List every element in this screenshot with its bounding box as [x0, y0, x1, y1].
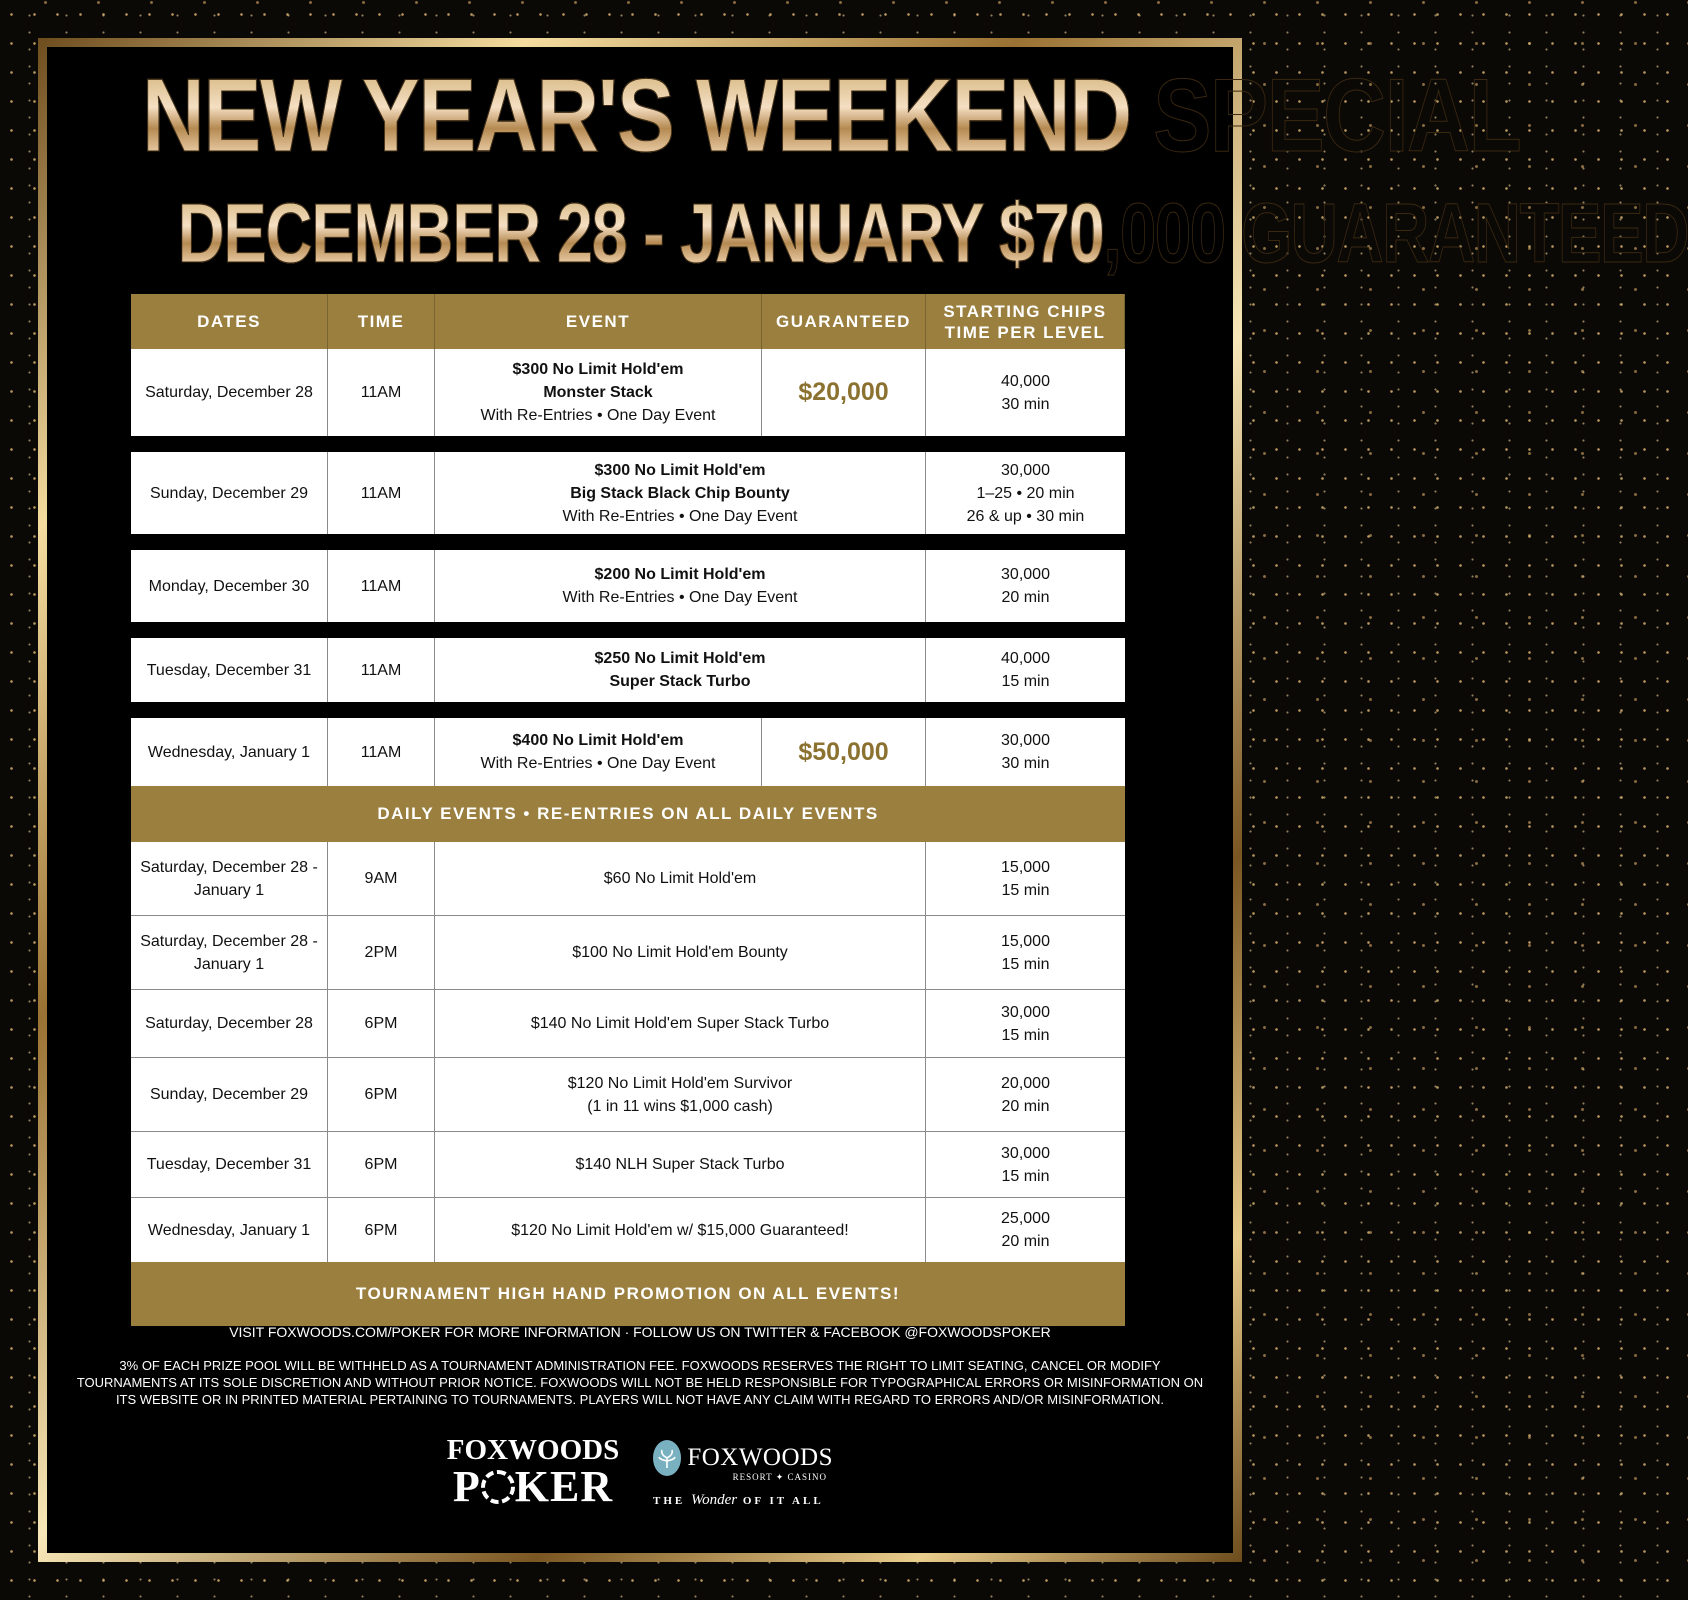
row-date: Saturday, December 28 — [131, 349, 328, 436]
tagline-rest: OF IT ALL — [742, 1495, 824, 1507]
date-line2: January 1 — [193, 881, 265, 899]
event-line1: $120 No Limit Hold'em Survivor — [567, 1074, 793, 1092]
tagline-wonder: Wonder — [690, 1492, 738, 1508]
gold-frame — [38, 38, 1688, 1562]
table-row — [131, 1197, 1125, 1262]
row-time: 11AM — [328, 550, 435, 622]
schedule-table — [131, 294, 1125, 1326]
row-guaranteed — [762, 349, 926, 436]
row-chips — [926, 990, 1125, 1057]
table-row — [131, 550, 1125, 622]
row-date: Sunday, December 29 — [131, 452, 328, 534]
row-event — [435, 349, 762, 436]
resort-subtitle: RESORT ✦ CASINO — [732, 1472, 827, 1482]
row-chips — [926, 1132, 1125, 1197]
daily-events — [131, 842, 1125, 1262]
row-date — [131, 842, 328, 915]
row-time: 6PM — [328, 1198, 435, 1262]
row-chips — [926, 1198, 1125, 1262]
row-event — [435, 638, 926, 702]
header-chips-line1: STARTING CHIPS — [943, 301, 1107, 321]
starting-chips: 25,000 — [1001, 1210, 1050, 1227]
row-time: 11AM — [328, 718, 435, 786]
resort-name: FOXWOODS — [687, 1444, 833, 1471]
legal-disclaimer: 3% OF EACH PRIZE POOL WILL BE WITHHELD AS A TOURNAMENT ADMINISTRATION FEE. FOXWOODS RESERVES THE RIGHT TO LIMIT SEATING, CANCEL OR MODIFY TOURNAMENTS AT ITS SOLE DISCRETION AND WITHOUT PRIOR NOTICE. FOXWOODS WILL NOT BE HELD RESPONSIBLE FOR TYPOGRAPHICAL ERRORS OR MISINFORMATION ON ITS WEBSITE OR IN PRINTED MATERIAL PERTAINING TO TOURNAMENTS. PLAYERS WILL NOT HAVE ANY CLAIM WITH REGARD TO ERRORS AND/OR MISINFORMATION. — [76, 1358, 1204, 1407]
table-row — [131, 1057, 1125, 1131]
table-row — [131, 638, 1125, 702]
row-event: $140 NLH Super Stack Turbo — [435, 1132, 926, 1197]
row-time: 11AM — [328, 638, 435, 702]
promo-banner: TOURNAMENT HIGH HAND PROMOTION ON ALL EVENTS! — [131, 1262, 1125, 1326]
row-time: 6PM — [328, 990, 435, 1057]
table-row — [131, 842, 1125, 915]
table-row — [131, 452, 1125, 534]
event-note: With Re-Entries • One Day Event — [562, 507, 798, 525]
time-per-level: 15 min — [1001, 1167, 1050, 1185]
time-per-level: 20 min — [1001, 589, 1050, 606]
row-date: Sunday, December 29 — [131, 1058, 328, 1131]
row-event: $100 No Limit Hold'em Bounty — [435, 916, 926, 989]
starting-chips: 15,000 — [1001, 858, 1050, 876]
time-per-level: 15 min — [1001, 673, 1050, 690]
event-subtitle: Monster Stack — [543, 384, 653, 401]
row-time: 11AM — [328, 452, 435, 534]
row-chips — [926, 452, 1125, 534]
row-chips — [926, 349, 1125, 436]
row-chips — [926, 916, 1125, 989]
row-date: Tuesday, December 31 — [131, 638, 328, 702]
event-subtitle: Big Stack Black Chip Bounty — [570, 484, 790, 502]
header-dates: DATES — [131, 294, 328, 349]
event-title: $400 No Limit Hold'em — [512, 732, 684, 749]
starting-chips: 30,000 — [1001, 732, 1050, 749]
header-chips — [926, 294, 1125, 349]
row-event — [435, 1058, 926, 1131]
date-line1: Saturday, December 28 - — [140, 932, 318, 950]
tree-icon — [653, 1440, 681, 1476]
resort-logo-top — [653, 1440, 833, 1476]
time-per-level-2: 26 & up • 30 min — [966, 507, 1085, 525]
table-row — [131, 915, 1125, 989]
row-date: Tuesday, December 31 — [131, 1132, 328, 1197]
header-guaranteed: GUARANTEED — [762, 294, 926, 349]
tree-icon-graphic — [655, 1446, 679, 1470]
starting-chips: 40,000 — [1001, 650, 1050, 667]
row-event — [435, 550, 926, 622]
row-date — [131, 916, 328, 989]
row-time: 2PM — [328, 916, 435, 989]
event-title: $200 No Limit Hold'em — [594, 566, 766, 583]
time-per-level: 20 min — [1001, 1097, 1050, 1115]
row-chips — [926, 550, 1125, 622]
date-line2: January 1 — [193, 955, 265, 973]
event-title: $250 No Limit Hold'em — [594, 650, 766, 667]
header-time: TIME — [328, 294, 435, 349]
starting-chips: 30,000 — [1001, 461, 1050, 479]
row-time: 6PM — [328, 1058, 435, 1131]
starting-chips: 30,000 — [1001, 566, 1050, 583]
row-event: $60 No Limit Hold'em — [435, 842, 926, 915]
row-event — [435, 452, 926, 534]
row-event: $120 No Limit Hold'em w/ $15,000 Guaranteed! — [435, 1198, 926, 1262]
poster — [47, 47, 1688, 1553]
starting-chips: 30,000 — [1001, 1144, 1050, 1162]
subheadline: DECEMBER 28 - JANUARY $70,000 GUARANTEED — [177, 186, 1688, 280]
foxwoods-resort-logo — [653, 1440, 833, 1509]
row-event: $140 No Limit Hold'em Super Stack Turbo — [435, 990, 926, 1057]
time-per-level: 20 min — [1001, 1233, 1050, 1250]
table-row — [131, 718, 1125, 786]
visit-line: VISIT FOXWOODS.COM/POKER FOR MORE INFORMATION · FOLLOW US ON TWITTER & FACEBOOK @FOXWOODSPOKER — [229, 1324, 1051, 1340]
table-row — [131, 989, 1125, 1057]
time-per-level: 15 min — [1001, 881, 1050, 899]
time-per-level: 30 min — [1001, 395, 1050, 413]
starting-chips: 20,000 — [1001, 1074, 1050, 1092]
table-header — [131, 294, 1125, 349]
row-chips — [926, 842, 1125, 915]
row-date: Monday, December 30 — [131, 550, 328, 622]
starting-chips: 15,000 — [1001, 932, 1050, 950]
guaranteed-amount: $50,000 — [798, 737, 889, 766]
header-event: EVENT — [435, 294, 762, 349]
event-line2: (1 in 11 wins $1,000 cash) — [587, 1097, 773, 1115]
table-row — [131, 349, 1125, 436]
time-per-level: 1–25 • 20 min — [976, 484, 1075, 502]
event-subtitle: Super Stack Turbo — [609, 673, 751, 690]
headline: NEW YEAR'S WEEKEND SPECIAL — [141, 58, 1521, 174]
poker-logo-p: P — [452, 1462, 481, 1511]
row-time: 6PM — [328, 1132, 435, 1197]
row-event — [435, 718, 762, 786]
event-note: With Re-Entries • One Day Event — [480, 755, 716, 772]
date-line1: Saturday, December 28 - — [140, 858, 318, 876]
row-time: 9AM — [328, 842, 435, 915]
time-per-level: 15 min — [1001, 1026, 1050, 1044]
poker-chip-icon — [481, 1470, 515, 1504]
starting-chips: 40,000 — [1001, 372, 1050, 390]
starting-chips: 30,000 — [1001, 1003, 1050, 1021]
row-date: Wednesday, January 1 — [131, 718, 328, 786]
row-date: Saturday, December 28 — [131, 990, 328, 1057]
daily-events-banner: DAILY EVENTS • RE-ENTRIES ON ALL DAILY EVENTS — [131, 786, 1125, 842]
poker-logo-ker: KER — [514, 1462, 614, 1511]
event-title: $300 No Limit Hold'em — [594, 461, 766, 479]
row-chips — [926, 1058, 1125, 1131]
resort-tagline — [653, 1492, 833, 1509]
row-chips — [926, 718, 1125, 786]
event-note: With Re-Entries • One Day Event — [562, 589, 798, 606]
time-per-level: 15 min — [1001, 955, 1050, 973]
poker-logo-line1: FOXWOODS — [446, 1434, 620, 1466]
header-chips-line2: TIME PER LEVEL — [944, 322, 1106, 342]
event-title: $300 No Limit Hold'em — [512, 361, 684, 378]
event-note: With Re-Entries • One Day Event — [480, 407, 716, 424]
row-date: Wednesday, January 1 — [131, 1198, 328, 1262]
row-time: 11AM — [328, 349, 435, 436]
row-chips — [926, 638, 1125, 702]
time-per-level: 30 min — [1001, 755, 1050, 772]
poker-logo-line2 — [442, 1462, 624, 1511]
guaranteed-amount: $20,000 — [798, 378, 889, 406]
tagline-the: THE — [653, 1495, 686, 1507]
table-row — [131, 1131, 1125, 1197]
row-guaranteed — [762, 718, 926, 786]
foxwoods-poker-logo — [442, 1435, 624, 1509]
